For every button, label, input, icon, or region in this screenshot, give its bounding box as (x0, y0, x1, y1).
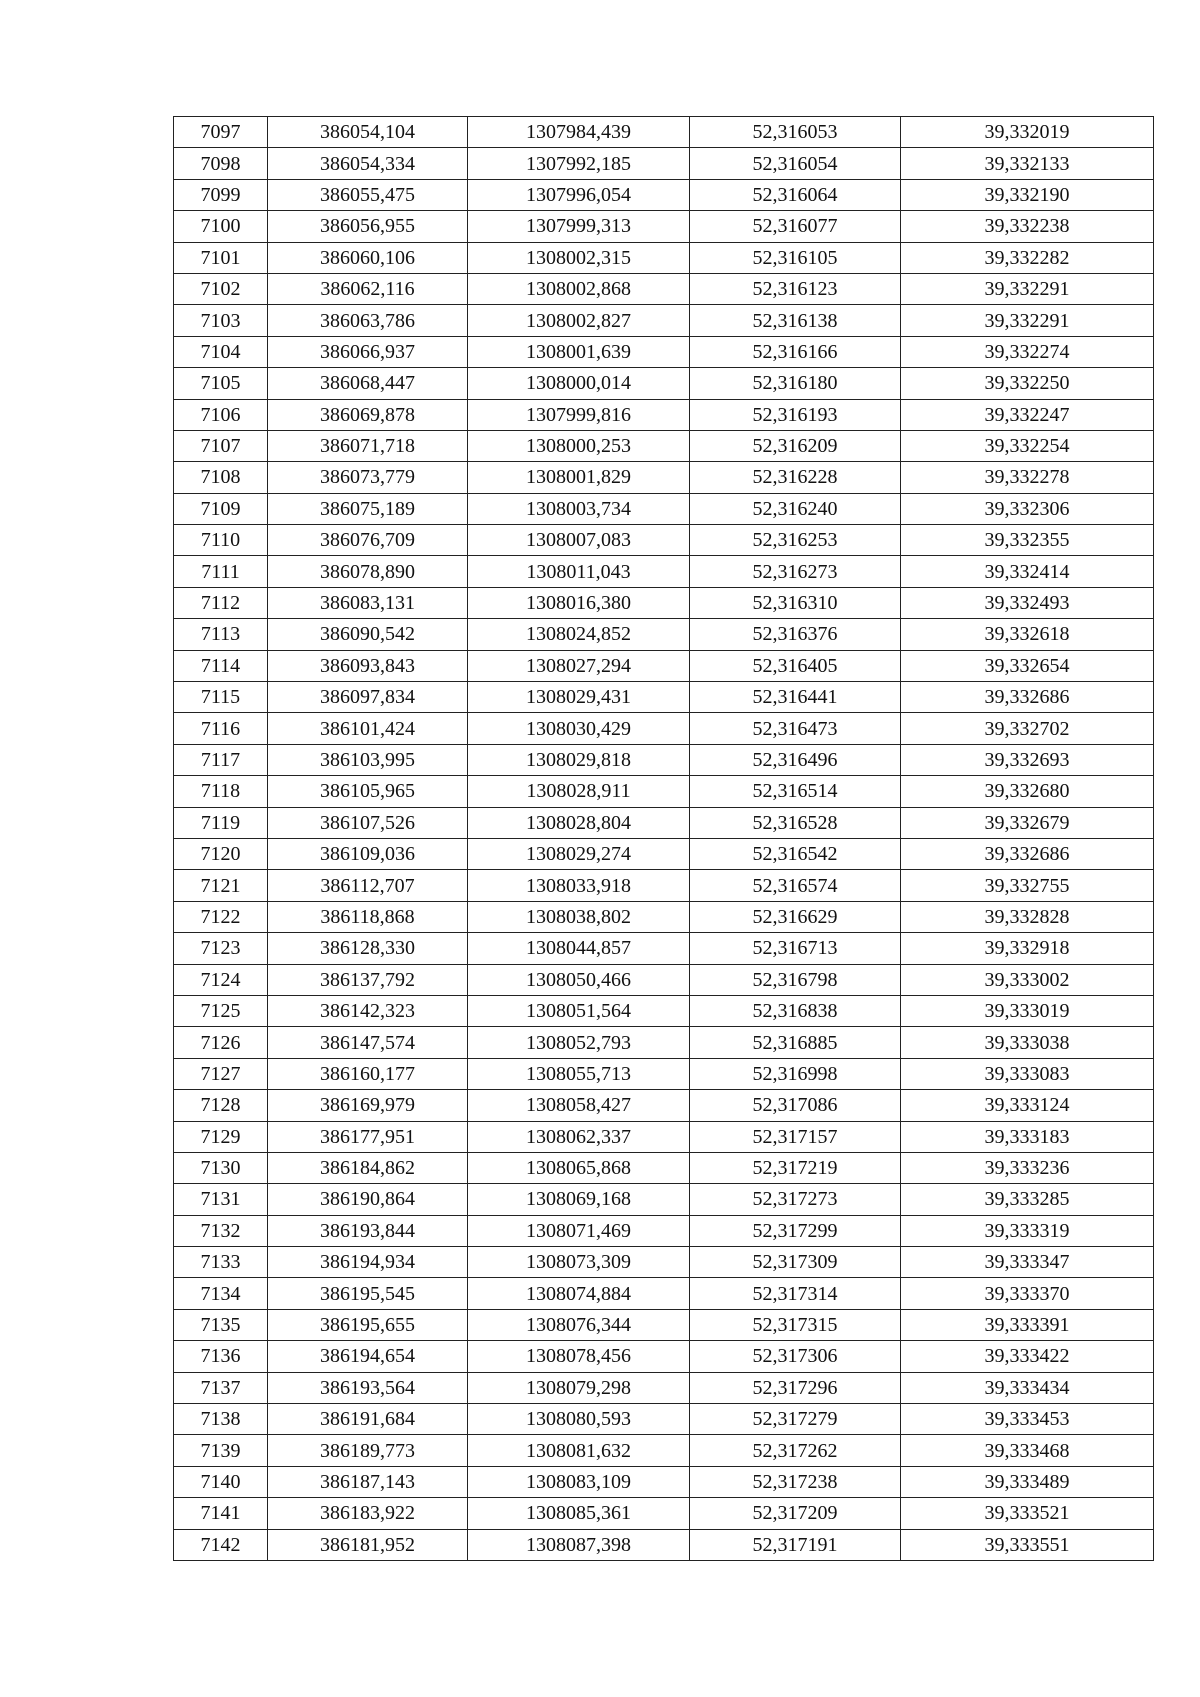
latitude-cell: 52,316054 (690, 148, 901, 179)
x-coordinate-cell: 386194,934 (268, 1247, 468, 1278)
longitude-cell: 39,332686 (901, 838, 1154, 869)
table-row (174, 1309, 1154, 1340)
y-coordinate-cell: 1308002,827 (468, 305, 690, 336)
table-row (174, 587, 1154, 618)
x-coordinate-cell: 386195,545 (268, 1278, 468, 1309)
x-coordinate-cell: 386189,773 (268, 1435, 468, 1466)
y-coordinate-cell: 1308079,298 (468, 1372, 690, 1403)
x-coordinate-cell: 386184,862 (268, 1152, 468, 1183)
table-row (174, 179, 1154, 210)
latitude-cell: 52,317238 (690, 1466, 901, 1497)
x-coordinate-cell: 386083,131 (268, 587, 468, 618)
point-number-cell: 7137 (174, 1372, 268, 1403)
y-coordinate-cell: 1308029,274 (468, 838, 690, 869)
y-coordinate-cell: 1308078,456 (468, 1341, 690, 1372)
point-number-cell: 7118 (174, 776, 268, 807)
latitude-cell: 52,317273 (690, 1184, 901, 1215)
point-number-cell: 7111 (174, 556, 268, 587)
point-number-cell: 7117 (174, 744, 268, 775)
latitude-cell: 52,316514 (690, 776, 901, 807)
latitude-cell: 52,316209 (690, 430, 901, 461)
longitude-cell: 39,332918 (901, 933, 1154, 964)
x-coordinate-cell: 386181,952 (268, 1529, 468, 1560)
longitude-cell: 39,332755 (901, 870, 1154, 901)
y-coordinate-cell: 1307999,816 (468, 399, 690, 430)
y-coordinate-cell: 1308002,315 (468, 242, 690, 273)
table-row (174, 273, 1154, 304)
latitude-cell: 52,317306 (690, 1341, 901, 1372)
latitude-cell: 52,317309 (690, 1247, 901, 1278)
table-row (174, 399, 1154, 430)
longitude-cell: 39,332282 (901, 242, 1154, 273)
x-coordinate-cell: 386177,951 (268, 1121, 468, 1152)
x-coordinate-cell: 386107,526 (268, 807, 468, 838)
latitude-cell: 52,316123 (690, 273, 901, 304)
y-coordinate-cell: 1307984,439 (468, 117, 690, 148)
x-coordinate-cell: 386075,189 (268, 493, 468, 524)
longitude-cell: 39,333370 (901, 1278, 1154, 1309)
point-number-cell: 7122 (174, 901, 268, 932)
longitude-cell: 39,333285 (901, 1184, 1154, 1215)
table-row (174, 1341, 1154, 1372)
y-coordinate-cell: 1308024,852 (468, 619, 690, 650)
y-coordinate-cell: 1308030,429 (468, 713, 690, 744)
latitude-cell: 52,316713 (690, 933, 901, 964)
longitude-cell: 39,332355 (901, 525, 1154, 556)
latitude-cell: 52,316077 (690, 211, 901, 242)
latitude-cell: 52,317157 (690, 1121, 901, 1152)
coordinates-table (173, 116, 1154, 1561)
point-number-cell: 7098 (174, 148, 268, 179)
longitude-cell: 39,333521 (901, 1498, 1154, 1529)
point-number-cell: 7130 (174, 1152, 268, 1183)
table-row (174, 1435, 1154, 1466)
latitude-cell: 52,316885 (690, 1027, 901, 1058)
latitude-cell: 52,317299 (690, 1215, 901, 1246)
x-coordinate-cell: 386069,878 (268, 399, 468, 430)
y-coordinate-cell: 1308000,014 (468, 368, 690, 399)
latitude-cell: 52,316629 (690, 901, 901, 932)
x-coordinate-cell: 386071,718 (268, 430, 468, 461)
y-coordinate-cell: 1308051,564 (468, 995, 690, 1026)
table-row (174, 1466, 1154, 1497)
latitude-cell: 52,317314 (690, 1278, 901, 1309)
latitude-cell: 52,316441 (690, 682, 901, 713)
point-number-cell: 7106 (174, 399, 268, 430)
y-coordinate-cell: 1308001,829 (468, 462, 690, 493)
point-number-cell: 7124 (174, 964, 268, 995)
longitude-cell: 39,332238 (901, 211, 1154, 242)
longitude-cell: 39,332306 (901, 493, 1154, 524)
longitude-cell: 39,333019 (901, 995, 1154, 1026)
table-row (174, 1152, 1154, 1183)
latitude-cell: 52,316064 (690, 179, 901, 210)
table-row (174, 1184, 1154, 1215)
longitude-cell: 39,333183 (901, 1121, 1154, 1152)
latitude-cell: 52,317279 (690, 1404, 901, 1435)
x-coordinate-cell: 386063,786 (268, 305, 468, 336)
point-number-cell: 7133 (174, 1247, 268, 1278)
latitude-cell: 52,316496 (690, 744, 901, 775)
longitude-cell: 39,332291 (901, 273, 1154, 304)
longitude-cell: 39,332278 (901, 462, 1154, 493)
table-row (174, 933, 1154, 964)
x-coordinate-cell: 386062,116 (268, 273, 468, 304)
x-coordinate-cell: 386193,844 (268, 1215, 468, 1246)
point-number-cell: 7114 (174, 650, 268, 681)
table-row (174, 1372, 1154, 1403)
table-row (174, 1247, 1154, 1278)
x-coordinate-cell: 386109,036 (268, 838, 468, 869)
y-coordinate-cell: 1308080,593 (468, 1404, 690, 1435)
y-coordinate-cell: 1308033,918 (468, 870, 690, 901)
latitude-cell: 52,316574 (690, 870, 901, 901)
point-number-cell: 7099 (174, 179, 268, 210)
longitude-cell: 39,332828 (901, 901, 1154, 932)
longitude-cell: 39,332274 (901, 336, 1154, 367)
longitude-cell: 39,332618 (901, 619, 1154, 650)
point-number-cell: 7141 (174, 1498, 268, 1529)
longitude-cell: 39,333124 (901, 1090, 1154, 1121)
latitude-cell: 52,316166 (690, 336, 901, 367)
longitude-cell: 39,332493 (901, 587, 1154, 618)
longitude-cell: 39,333468 (901, 1435, 1154, 1466)
y-coordinate-cell: 1308055,713 (468, 1058, 690, 1089)
latitude-cell: 52,317191 (690, 1529, 901, 1560)
table-row (174, 462, 1154, 493)
table-row (174, 713, 1154, 744)
point-number-cell: 7104 (174, 336, 268, 367)
x-coordinate-cell: 386195,655 (268, 1309, 468, 1340)
point-number-cell: 7121 (174, 870, 268, 901)
point-number-cell: 7120 (174, 838, 268, 869)
longitude-cell: 39,332414 (901, 556, 1154, 587)
table-row (174, 430, 1154, 461)
latitude-cell: 52,317262 (690, 1435, 901, 1466)
point-number-cell: 7126 (174, 1027, 268, 1058)
latitude-cell: 52,316228 (690, 462, 901, 493)
point-number-cell: 7125 (174, 995, 268, 1026)
y-coordinate-cell: 1308011,043 (468, 556, 690, 587)
point-number-cell: 7119 (174, 807, 268, 838)
x-coordinate-cell: 386101,424 (268, 713, 468, 744)
x-coordinate-cell: 386194,654 (268, 1341, 468, 1372)
point-number-cell: 7108 (174, 462, 268, 493)
x-coordinate-cell: 386118,868 (268, 901, 468, 932)
x-coordinate-cell: 386103,995 (268, 744, 468, 775)
point-number-cell: 7116 (174, 713, 268, 744)
table-row (174, 305, 1154, 336)
x-coordinate-cell: 386183,922 (268, 1498, 468, 1529)
point-number-cell: 7142 (174, 1529, 268, 1560)
y-coordinate-cell: 1308016,380 (468, 587, 690, 618)
longitude-cell: 39,333489 (901, 1466, 1154, 1497)
point-number-cell: 7140 (174, 1466, 268, 1497)
x-coordinate-cell: 386169,979 (268, 1090, 468, 1121)
table-row (174, 1404, 1154, 1435)
point-number-cell: 7103 (174, 305, 268, 336)
longitude-cell: 39,332679 (901, 807, 1154, 838)
x-coordinate-cell: 386078,890 (268, 556, 468, 587)
y-coordinate-cell: 1308002,868 (468, 273, 690, 304)
longitude-cell: 39,332254 (901, 430, 1154, 461)
y-coordinate-cell: 1308083,109 (468, 1466, 690, 1497)
point-number-cell: 7128 (174, 1090, 268, 1121)
point-number-cell: 7100 (174, 211, 268, 242)
point-number-cell: 7139 (174, 1435, 268, 1466)
longitude-cell: 39,333002 (901, 964, 1154, 995)
y-coordinate-cell: 1308085,361 (468, 1498, 690, 1529)
table-row (174, 870, 1154, 901)
x-coordinate-cell: 386187,143 (268, 1466, 468, 1497)
x-coordinate-cell: 386090,542 (268, 619, 468, 650)
latitude-cell: 52,316193 (690, 399, 901, 430)
x-coordinate-cell: 386056,955 (268, 211, 468, 242)
latitude-cell: 52,316180 (690, 368, 901, 399)
latitude-cell: 52,316273 (690, 556, 901, 587)
latitude-cell: 52,316376 (690, 619, 901, 650)
y-coordinate-cell: 1308003,734 (468, 493, 690, 524)
point-number-cell: 7129 (174, 1121, 268, 1152)
x-coordinate-cell: 386193,564 (268, 1372, 468, 1403)
y-coordinate-cell: 1308076,344 (468, 1309, 690, 1340)
x-coordinate-cell: 386054,334 (268, 148, 468, 179)
y-coordinate-cell: 1308028,804 (468, 807, 690, 838)
point-number-cell: 7109 (174, 493, 268, 524)
table-row (174, 650, 1154, 681)
table-row (174, 995, 1154, 1026)
longitude-cell: 39,332654 (901, 650, 1154, 681)
point-number-cell: 7123 (174, 933, 268, 964)
latitude-cell: 52,317219 (690, 1152, 901, 1183)
y-coordinate-cell: 1308029,431 (468, 682, 690, 713)
latitude-cell: 52,317296 (690, 1372, 901, 1403)
table-row (174, 1215, 1154, 1246)
longitude-cell: 39,333083 (901, 1058, 1154, 1089)
point-number-cell: 7132 (174, 1215, 268, 1246)
table-row (174, 744, 1154, 775)
table-row (174, 1058, 1154, 1089)
longitude-cell: 39,332133 (901, 148, 1154, 179)
y-coordinate-cell: 1308029,818 (468, 744, 690, 775)
table-row (174, 1090, 1154, 1121)
y-coordinate-cell: 1308087,398 (468, 1529, 690, 1560)
longitude-cell: 39,332693 (901, 744, 1154, 775)
longitude-cell: 39,333347 (901, 1247, 1154, 1278)
point-number-cell: 7113 (174, 619, 268, 650)
point-number-cell: 7102 (174, 273, 268, 304)
table-row (174, 211, 1154, 242)
y-coordinate-cell: 1308062,337 (468, 1121, 690, 1152)
y-coordinate-cell: 1308038,802 (468, 901, 690, 932)
longitude-cell: 39,332702 (901, 713, 1154, 744)
y-coordinate-cell: 1308058,427 (468, 1090, 690, 1121)
y-coordinate-cell: 1308071,469 (468, 1215, 690, 1246)
x-coordinate-cell: 386076,709 (268, 525, 468, 556)
x-coordinate-cell: 386105,965 (268, 776, 468, 807)
point-number-cell: 7134 (174, 1278, 268, 1309)
latitude-cell: 52,317209 (690, 1498, 901, 1529)
table-row (174, 1027, 1154, 1058)
latitude-cell: 52,316310 (690, 587, 901, 618)
table-row (174, 1121, 1154, 1152)
y-coordinate-cell: 1308044,857 (468, 933, 690, 964)
table-row (174, 336, 1154, 367)
longitude-cell: 39,333434 (901, 1372, 1154, 1403)
y-coordinate-cell: 1308001,639 (468, 336, 690, 367)
latitude-cell: 52,316998 (690, 1058, 901, 1089)
y-coordinate-cell: 1308007,083 (468, 525, 690, 556)
point-number-cell: 7131 (174, 1184, 268, 1215)
longitude-cell: 39,333236 (901, 1152, 1154, 1183)
latitude-cell: 52,316838 (690, 995, 901, 1026)
latitude-cell: 52,317086 (690, 1090, 901, 1121)
longitude-cell: 39,332019 (901, 117, 1154, 148)
y-coordinate-cell: 1308027,294 (468, 650, 690, 681)
y-coordinate-cell: 1308052,793 (468, 1027, 690, 1058)
latitude-cell: 52,316542 (690, 838, 901, 869)
x-coordinate-cell: 386190,864 (268, 1184, 468, 1215)
latitude-cell: 52,317315 (690, 1309, 901, 1340)
point-number-cell: 7112 (174, 587, 268, 618)
y-coordinate-cell: 1307999,313 (468, 211, 690, 242)
x-coordinate-cell: 386073,779 (268, 462, 468, 493)
table-row (174, 838, 1154, 869)
x-coordinate-cell: 386066,937 (268, 336, 468, 367)
longitude-cell: 39,332686 (901, 682, 1154, 713)
table-row (174, 964, 1154, 995)
table-row (174, 1529, 1154, 1560)
point-number-cell: 7138 (174, 1404, 268, 1435)
y-coordinate-cell: 1308065,868 (468, 1152, 690, 1183)
point-number-cell: 7097 (174, 117, 268, 148)
table-row (174, 148, 1154, 179)
x-coordinate-cell: 386068,447 (268, 368, 468, 399)
longitude-cell: 39,333319 (901, 1215, 1154, 1246)
longitude-cell: 39,333551 (901, 1529, 1154, 1560)
longitude-cell: 39,332247 (901, 399, 1154, 430)
y-coordinate-cell: 1308028,911 (468, 776, 690, 807)
table-row (174, 776, 1154, 807)
table-row (174, 807, 1154, 838)
latitude-cell: 52,316528 (690, 807, 901, 838)
point-number-cell: 7115 (174, 682, 268, 713)
longitude-cell: 39,333391 (901, 1309, 1154, 1340)
coordinates-table-body (174, 117, 1154, 1561)
table-row (174, 242, 1154, 273)
table-row (174, 1498, 1154, 1529)
table-row (174, 901, 1154, 932)
point-number-cell: 7136 (174, 1341, 268, 1372)
table-row (174, 1278, 1154, 1309)
y-coordinate-cell: 1307996,054 (468, 179, 690, 210)
longitude-cell: 39,332680 (901, 776, 1154, 807)
x-coordinate-cell: 386112,707 (268, 870, 468, 901)
x-coordinate-cell: 386160,177 (268, 1058, 468, 1089)
longitude-cell: 39,333422 (901, 1341, 1154, 1372)
latitude-cell: 52,316253 (690, 525, 901, 556)
x-coordinate-cell: 386142,323 (268, 995, 468, 1026)
table-row (174, 117, 1154, 148)
latitude-cell: 52,316405 (690, 650, 901, 681)
longitude-cell: 39,332291 (901, 305, 1154, 336)
x-coordinate-cell: 386128,330 (268, 933, 468, 964)
x-coordinate-cell: 386093,843 (268, 650, 468, 681)
x-coordinate-cell: 386097,834 (268, 682, 468, 713)
latitude-cell: 52,316473 (690, 713, 901, 744)
latitude-cell: 52,316053 (690, 117, 901, 148)
table-row (174, 525, 1154, 556)
y-coordinate-cell: 1308074,884 (468, 1278, 690, 1309)
latitude-cell: 52,316798 (690, 964, 901, 995)
longitude-cell: 39,332190 (901, 179, 1154, 210)
x-coordinate-cell: 386054,104 (268, 117, 468, 148)
y-coordinate-cell: 1308000,253 (468, 430, 690, 461)
table-row (174, 619, 1154, 650)
point-number-cell: 7127 (174, 1058, 268, 1089)
x-coordinate-cell: 386191,684 (268, 1404, 468, 1435)
table-row (174, 368, 1154, 399)
latitude-cell: 52,316138 (690, 305, 901, 336)
table-row (174, 493, 1154, 524)
point-number-cell: 7135 (174, 1309, 268, 1340)
table-row (174, 682, 1154, 713)
latitude-cell: 52,316240 (690, 493, 901, 524)
y-coordinate-cell: 1308069,168 (468, 1184, 690, 1215)
table-row (174, 556, 1154, 587)
point-number-cell: 7110 (174, 525, 268, 556)
longitude-cell: 39,333038 (901, 1027, 1154, 1058)
x-coordinate-cell: 386060,106 (268, 242, 468, 273)
x-coordinate-cell: 386137,792 (268, 964, 468, 995)
y-coordinate-cell: 1308050,466 (468, 964, 690, 995)
y-coordinate-cell: 1308073,309 (468, 1247, 690, 1278)
point-number-cell: 7105 (174, 368, 268, 399)
latitude-cell: 52,316105 (690, 242, 901, 273)
point-number-cell: 7101 (174, 242, 268, 273)
point-number-cell: 7107 (174, 430, 268, 461)
y-coordinate-cell: 1308081,632 (468, 1435, 690, 1466)
x-coordinate-cell: 386147,574 (268, 1027, 468, 1058)
x-coordinate-cell: 386055,475 (268, 179, 468, 210)
longitude-cell: 39,332250 (901, 368, 1154, 399)
y-coordinate-cell: 1307992,185 (468, 148, 690, 179)
longitude-cell: 39,333453 (901, 1404, 1154, 1435)
